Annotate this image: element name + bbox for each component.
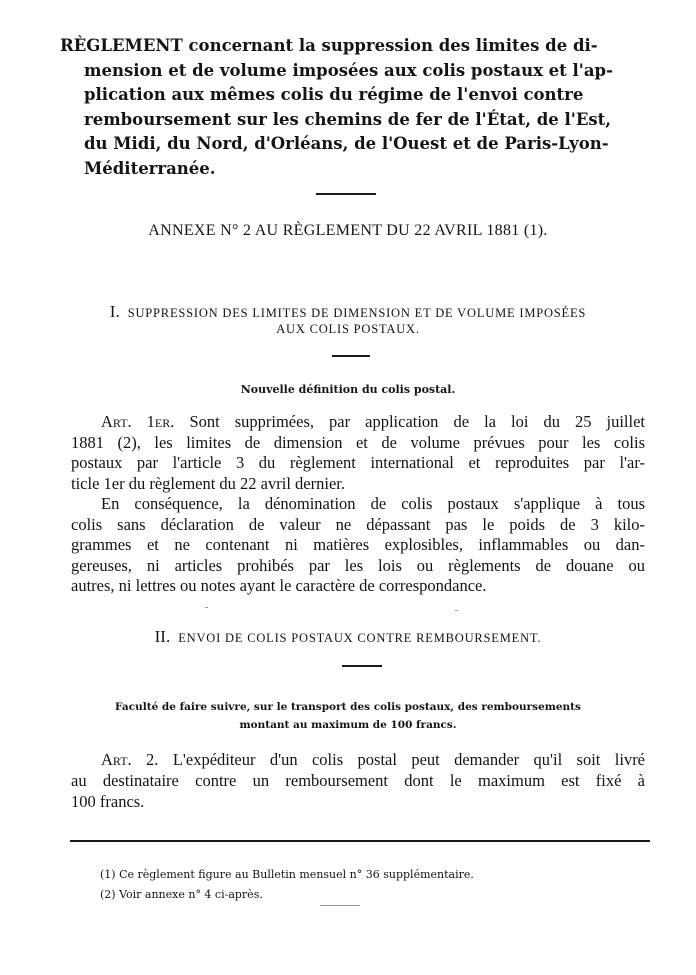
article-line: postaux par l'article 3 du règlement international et reproduites par l'ar-	[71, 453, 645, 472]
paragraph-line: grammes et ne contenant ni matières explosibles, inflammables ou dan-	[71, 535, 645, 554]
divider-rule	[342, 665, 382, 667]
section-1-heading-line-2: AUX COLIS POSTAUX.	[276, 322, 420, 336]
print-speck	[205, 607, 208, 608]
print-speck	[320, 905, 360, 906]
article-line: au destinataire contre un remboursement dont le maximum est fixé à	[71, 771, 645, 790]
section-2-numeral: II.	[154, 627, 171, 646]
section-1-heading	[0, 302, 696, 322]
title-line: du Midi, du Nord, d'Orléans, de l'Ouest et de Paris-Lyon-	[84, 134, 609, 153]
title-label: RÈGLEMENT	[60, 36, 183, 55]
paragraph-line: En conséquence, la dénomination de colis postaux s'applique à tous	[101, 494, 645, 513]
title-line: Méditerranée.	[84, 158, 216, 178]
article-1	[71, 412, 645, 597]
section-2-subheading-line-1: Faculté de faire suivre, sur le transport des colis postaux, des remboursements	[115, 701, 581, 713]
divider-rule	[332, 355, 370, 357]
article-line: 1881 (2), les limites de dimension et de volume prévues pour les colis	[71, 432, 645, 452]
section-2-heading-text: ENVOI DE COLIS POSTAUX CONTRE REMBOURSEMENT.	[178, 631, 542, 645]
article-line: 100 francs.	[71, 792, 145, 811]
title-line: remboursement sur les chemins de fer de l'État, de l'Est,	[84, 109, 612, 129]
section-1-subheading: Nouvelle définition du colis postal.	[240, 383, 456, 396]
divider-rule	[316, 193, 376, 195]
article-line: Art. 1er. Sont supprimées, par application de la loi du 25 juillet	[101, 412, 646, 431]
section-1-numeral: I.	[109, 302, 120, 321]
print-speck	[455, 610, 458, 611]
paragraph-line: autres, ni lettres ou notes ayant le caractère de correspondance.	[71, 576, 487, 595]
title-line: mension et de volume imposées aux colis postaux et l'ap-	[84, 60, 613, 80]
title-line: RÈGLEMENT concernant la suppression des limites de di-	[60, 36, 598, 55]
footnote: (1) Ce règlement figure au Bulletin mensuel n° 36 supplémentaire.	[100, 868, 474, 881]
article-label: Art. 1er.	[101, 412, 175, 431]
section-2-subheading-line-2: montant au maximum de 100 francs.	[239, 719, 457, 731]
title-line: plication aux mêmes colis du régime de l'envoi contre	[84, 85, 584, 104]
footnote: (2) Voir annexe n° 4 ci-après.	[100, 888, 263, 901]
article-2	[71, 749, 645, 812]
article-line: ticle 1er du règlement du 22 avril dernier.	[71, 473, 345, 493]
section-1-heading-line-1: SUPPRESSION DES LIMITES DE DIMENSION ET DE VOLUME IMPOSÉES	[127, 306, 587, 320]
footnote-separator	[70, 840, 650, 842]
paragraph-line: gereuses, ni articles prohibés par les lois ou règlements de douane ou	[71, 555, 645, 575]
section-2-heading	[0, 627, 696, 647]
annexe-heading: ANNEXE N° 2 AU RÈGLEMENT DU 22 AVRIL 1881 (1).	[148, 222, 548, 239]
article-label: Art. 2.	[101, 750, 159, 769]
document-title	[60, 34, 630, 181]
article-line: Art. 2. L'expéditeur d'un colis postal peut demander qu'il soit livré	[101, 750, 646, 769]
paragraph-line: colis sans déclaration de valeur ne dépassant pas le poids de 3 kilo-	[71, 514, 645, 534]
footnotes	[100, 865, 620, 905]
